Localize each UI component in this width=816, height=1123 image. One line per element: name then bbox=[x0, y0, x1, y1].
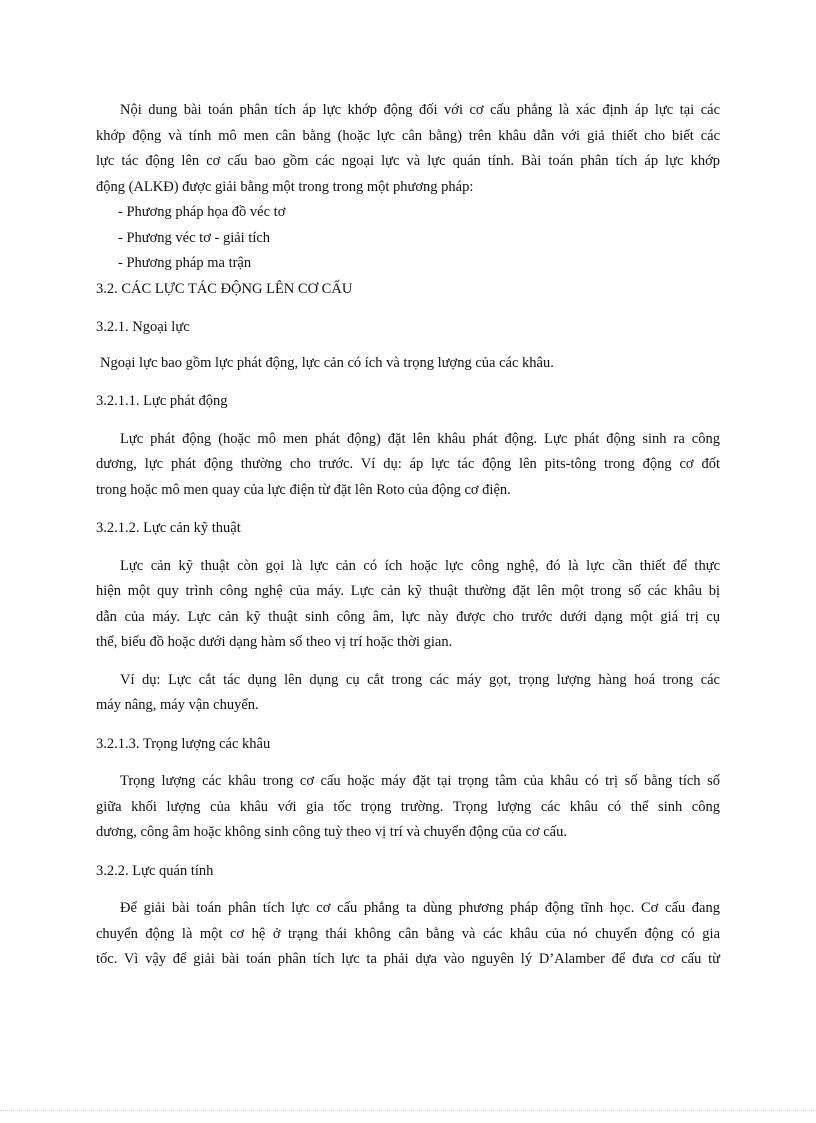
intro-line-1: Nội dung bài toán phân tích áp lực khớp động đối với cơ cấu phẳng là xác định áp lực tại các bbox=[120, 102, 720, 118]
paragraph-line: Để giải bài toán phân tích lực cơ cấu phẳng ta dùng phương pháp động tĩnh học. Cơ cấu đang bbox=[120, 900, 720, 916]
paragraph-line: thể, biểu đồ hoặc dưới dạng hàm số theo vị trí hoặc thời gian. bbox=[96, 634, 453, 650]
paragraph-line: trong hoặc mô men quay của lực điện từ đặt lên Roto của động cơ điện. bbox=[96, 481, 511, 498]
intro-line-3: lực tác động lên cơ cấu bao gồm các ngoại lực và lực quán tính. Bài toán phân tích áp lực khớp bbox=[96, 153, 720, 169]
section-3-2-2-heading: 3.2.2. Lực quán tính bbox=[96, 862, 214, 879]
paragraph-line: Lực phát động (hoặc mô men phát động) đặt lên khâu phát động. Lực phát động sinh ra công bbox=[120, 430, 720, 447]
intro-line-4: động (ALKĐ) được giải bằng một trong trong một phương pháp: bbox=[96, 178, 474, 195]
list-item: - Phương pháp họa đồ véc tơ bbox=[118, 204, 286, 220]
paragraph-line: tốc. Vì vậy để giải bài toán phân tích lực ta phải dựa vào nguyên lý D’Alamber để đưa cơ cấu từ bbox=[96, 951, 720, 967]
section-3-2-1-heading: 3.2.1. Ngoại lực bbox=[96, 319, 190, 335]
document-page bbox=[96, 98, 720, 973]
page-bottom-rule bbox=[0, 1110, 816, 1111]
section-3-2-1-2-example bbox=[96, 668, 720, 719]
paragraph-line: Trọng lượng các khâu trong cơ cấu hoặc máy đặt tại trọng tâm của khâu có trị số bằng tích số bbox=[120, 773, 720, 789]
paragraph-line: dương, lực phát động thường cho trước. Ví dụ: áp lực tác động lên pits-tông trong động cơ đốt bbox=[96, 456, 720, 472]
paragraph-line: hiện một quy trình công nghệ của máy. Lực cản kỹ thuật thường đặt lên một trong số các khâu bị bbox=[96, 583, 720, 599]
list-item: - Phương pháp ma trận bbox=[118, 255, 252, 271]
paragraph-line: máy nâng, máy vận chuyển. bbox=[96, 697, 259, 713]
section-3-2-1-2-heading: 3.2.1.2. Lực cản kỹ thuật bbox=[96, 520, 241, 536]
section-3-2-1-3-paragraph bbox=[96, 769, 720, 846]
paragraph-line: Lực cản kỹ thuật còn gọi là lực cản có ích hoặc lực công nghệ, đó là lực cần thiết để thực bbox=[120, 557, 720, 574]
intro-line-2: khớp động và tính mô men cân bằng (hoặc lực cân bằng) trên khâu dẫn với giả thiết cho biết các bbox=[96, 127, 720, 144]
section-3-2-1-3-heading: 3.2.1.3. Trọng lượng các khâu bbox=[96, 735, 271, 752]
paragraph-line: giữa khối lượng của khâu với gia tốc trọng trường. Trọng lượng các khâu có thể sinh công bbox=[96, 798, 720, 815]
paragraph-line: Ví dụ: Lực cắt tác dụng lên dụng cụ cắt trong các máy gọt, trọng lượng hàng hoá trong các bbox=[120, 671, 720, 688]
section-3-2-1-1-paragraph bbox=[96, 427, 720, 504]
section-3-2-2-paragraph bbox=[96, 896, 720, 973]
list-item: - Phương véc tơ - giải tích bbox=[118, 229, 271, 246]
methods-list bbox=[96, 200, 720, 277]
paragraph-line: dẫn của máy. Lực cản kỹ thuật sinh công âm, lực này được cho trước dưới dạng một giá trị cụ bbox=[96, 608, 720, 625]
intro-paragraph bbox=[96, 98, 720, 200]
section-3-2-1-1-heading: 3.2.1.1. Lực phát động bbox=[96, 393, 228, 409]
section-3-2-heading: 3.2. CÁC LỰC TÁC ĐỘNG LÊN CƠ CẤU bbox=[96, 280, 353, 297]
paragraph-line: dương, công âm hoặc không sinh công tuỳ theo vị trí và chuyển động của cơ cấu. bbox=[96, 824, 567, 840]
section-3-2-1-2-paragraph bbox=[96, 554, 720, 656]
paragraph-line: chuyển động là một cơ hệ ở trạng thái không cân bằng và các khâu của nó chuyển động có gia bbox=[96, 925, 720, 942]
section-3-2-1-text: Ngoại lực bao gồm lực phát động, lực cản có ích và trọng lượng của các khâu. bbox=[100, 354, 554, 371]
